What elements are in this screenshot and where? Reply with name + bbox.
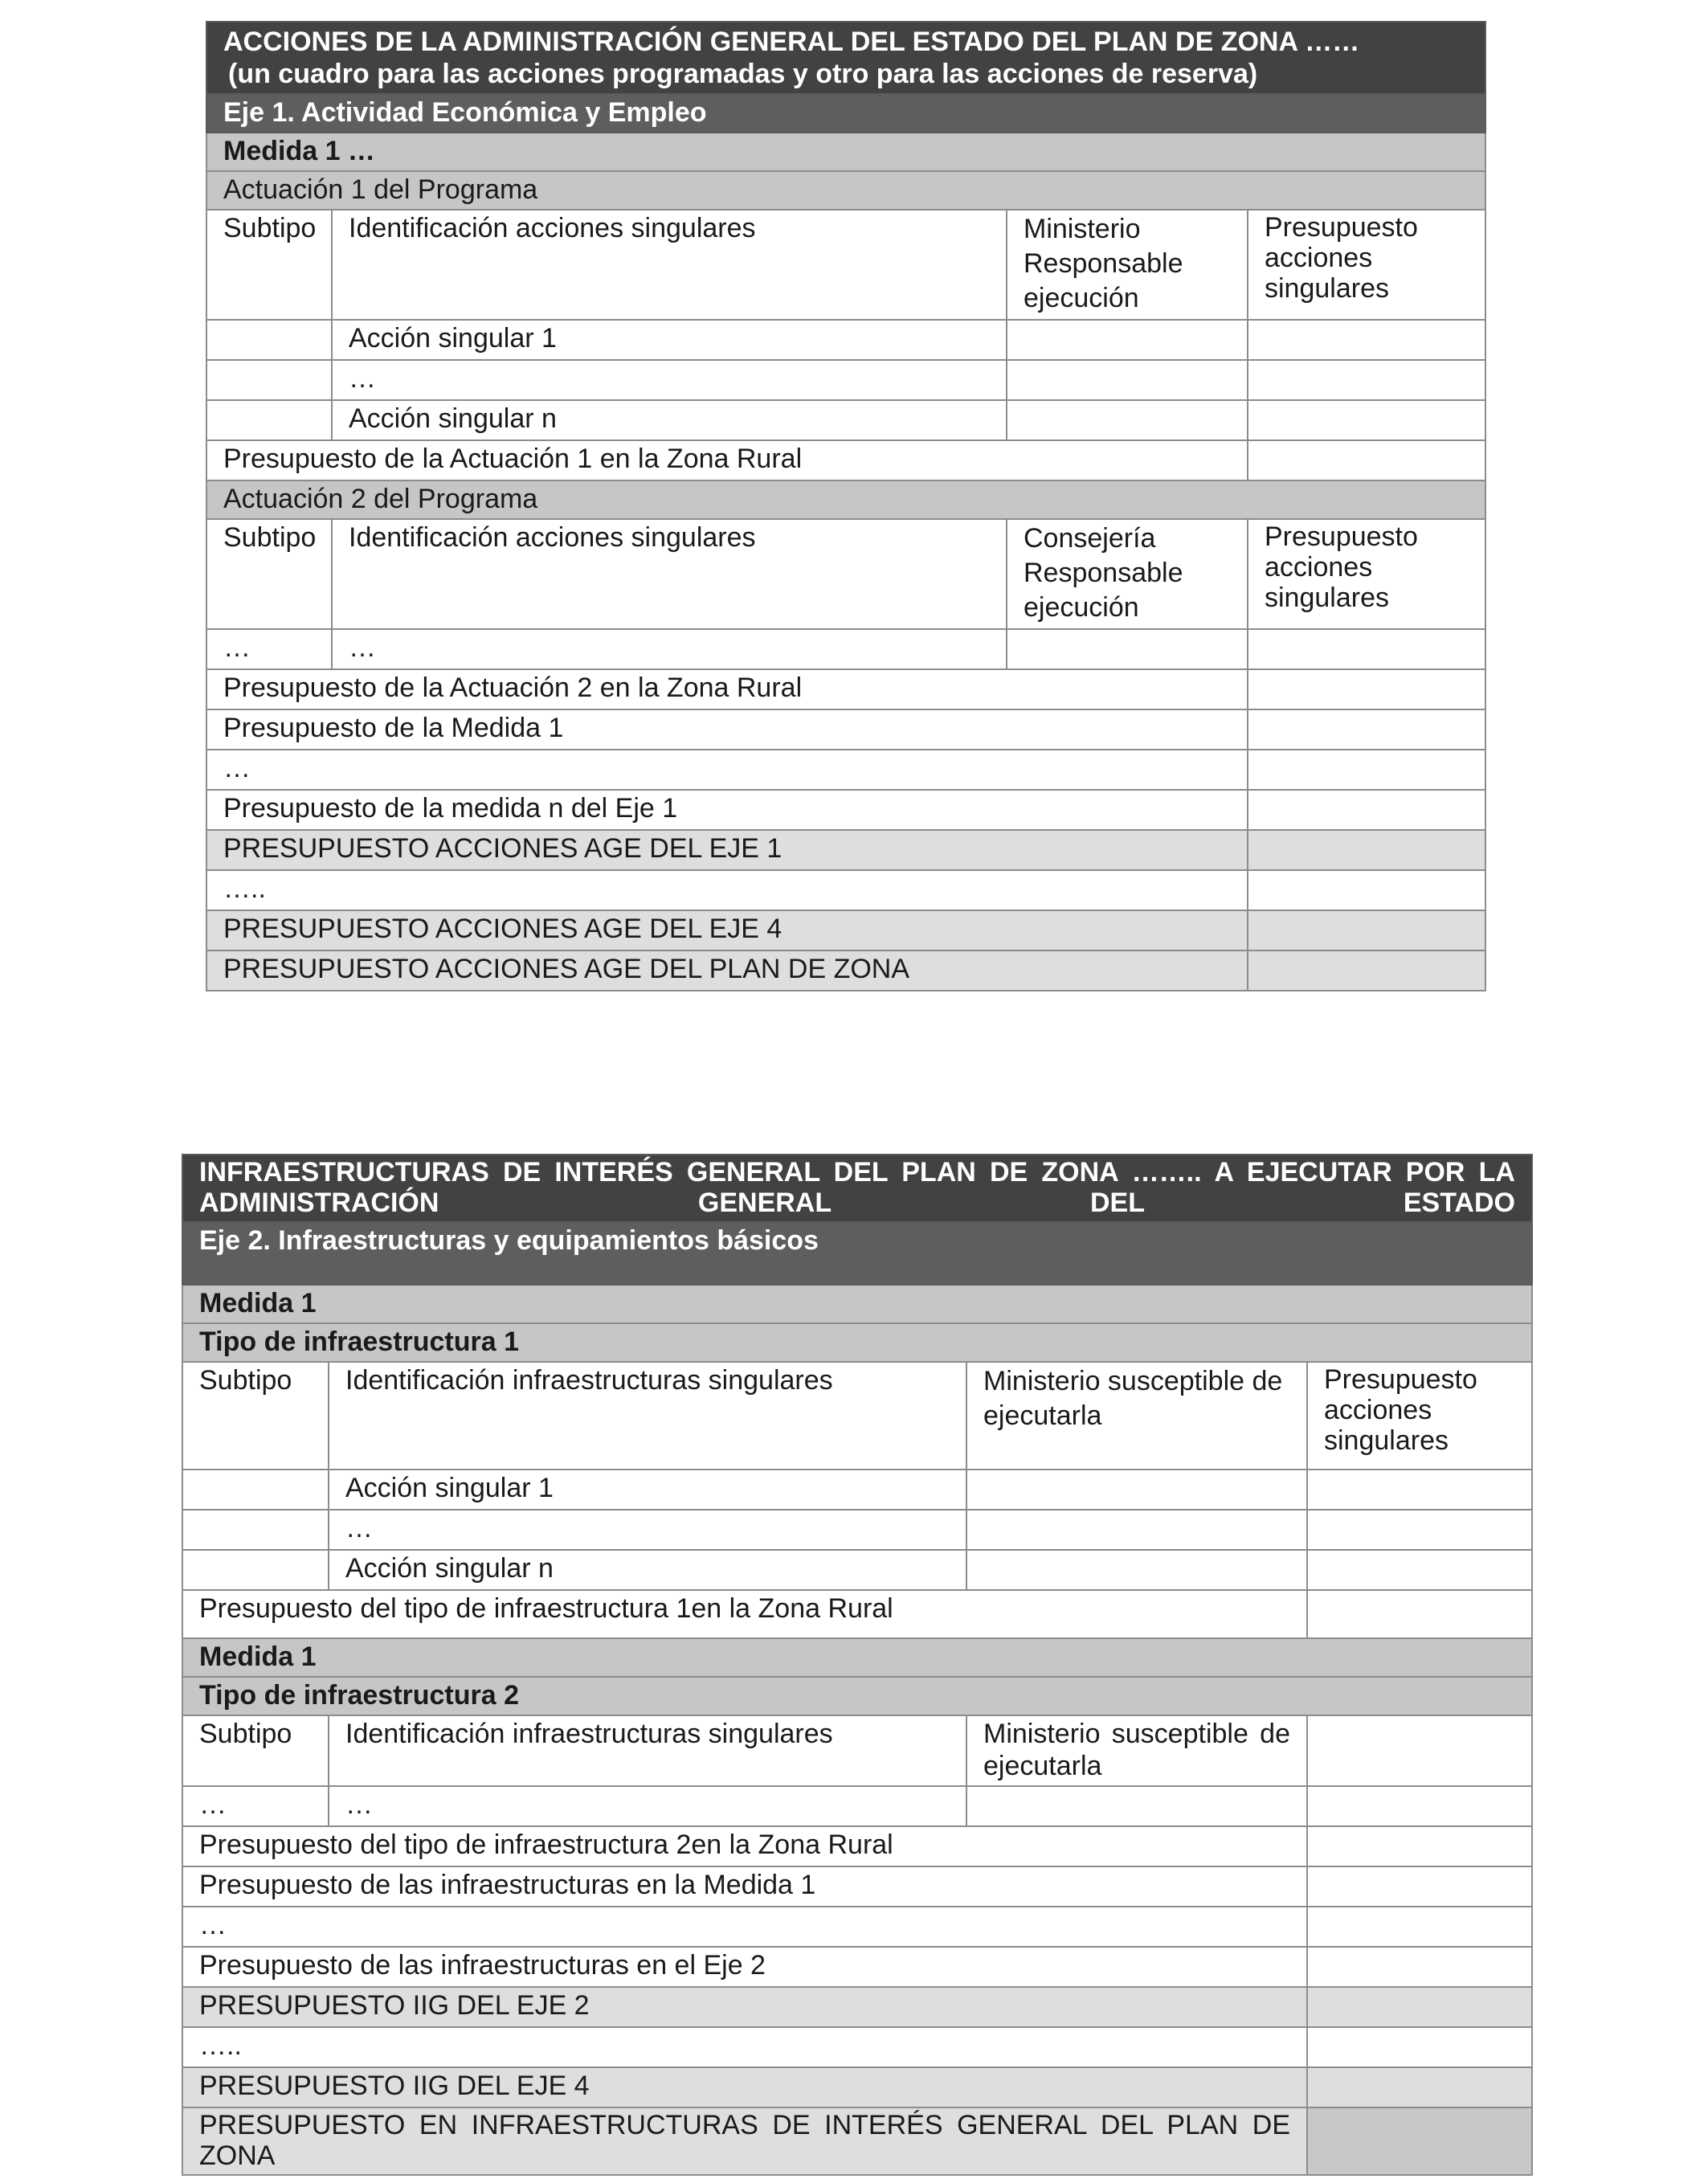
summary-value: [1307, 1987, 1532, 2027]
action-responsable: [966, 1510, 1307, 1550]
table1-actuacion2: Actuación 2 del Programa: [206, 480, 1485, 519]
table1-summary-group: [206, 669, 1485, 991]
summary-row: [206, 950, 1485, 991]
action-presupuesto: [1248, 360, 1485, 400]
t2-ellipsis-presupuesto: [1307, 1786, 1532, 1826]
action-presupuesto: [1248, 320, 1485, 360]
table2-tipo1: Tipo de infraestructura 1: [182, 1323, 1532, 1362]
summary-row: [182, 1947, 1532, 1987]
summary-row: [182, 1987, 1532, 2027]
summary-value: [1248, 669, 1485, 709]
summary-value: [1248, 790, 1485, 830]
summary-label: PRESUPUESTO ACCIONES AGE DEL EJE 1: [206, 830, 1248, 870]
summary-value: [1307, 1907, 1532, 1947]
table1-title-line2: (un cuadro para las acciones programadas y otro para las acciones de reserva): [228, 59, 1258, 89]
header2-identificacion: Identificación acciones singulares: [332, 519, 1007, 629]
table1-medida: Medida 1 …: [206, 133, 1485, 171]
summary-label: Presupuesto de la Medida 1: [206, 709, 1248, 750]
table2-title: INFRAESTRUCTURAS DE INTERÉS GENERAL DEL PLAN DE ZONA …….. A EJECUTAR POR LA ADMINISTRACIÓN GENERAL DEL ESTADO: [182, 1155, 1532, 1222]
action-subtipo: [206, 400, 332, 440]
action-row: [206, 320, 1485, 360]
summary-row: [206, 790, 1485, 830]
action-row: [206, 360, 1485, 400]
summary-label: Presupuesto de la medida n del Eje 1: [206, 790, 1248, 830]
t2-ellipsis-ministerio: [966, 1786, 1307, 1826]
summary-label: …..: [206, 870, 1248, 910]
t2-header-presupuesto: Presupuesto acciones singulares: [1307, 1362, 1532, 1470]
t2-header2-subtipo: Subtipo: [182, 1715, 329, 1786]
ellipsis-responsable: [1007, 629, 1248, 669]
action-label: Acción singular n: [332, 400, 1007, 440]
summary-label: PRESUPUESTO IIG DEL EJE 2: [182, 1987, 1307, 2027]
action-label: …: [329, 1510, 966, 1550]
summary-row: [206, 709, 1485, 750]
table2-summary-group: [182, 1826, 1532, 2175]
summary-row: [182, 2067, 1532, 2107]
t2-header-subtipo: Subtipo: [182, 1362, 329, 1470]
header-presupuesto: Presupuesto acciones singulares: [1248, 210, 1485, 320]
ellipsis-presupuesto: [1248, 629, 1485, 669]
table1-presupuesto-actuacion1-value: [1248, 440, 1485, 480]
summary-label: …: [182, 1907, 1307, 1947]
header-subtipo: Subtipo: [206, 210, 332, 320]
action-subtipo: [206, 320, 332, 360]
action-subtipo: [182, 1510, 329, 1550]
header2-presupuesto: Presupuesto acciones singulares: [1248, 519, 1485, 629]
table1-title: [206, 22, 1485, 94]
action-label: Acción singular 1: [329, 1470, 966, 1510]
summary-label: Presupuesto de la Actuación 2 en la Zona Rural: [206, 669, 1248, 709]
action-presupuesto: [1248, 400, 1485, 440]
action-responsable: [1007, 360, 1248, 400]
age-actions-table: [206, 21, 1486, 991]
summary-value: [1307, 1947, 1532, 1987]
summary-row: [182, 1907, 1532, 1947]
ellipsis-subtipo: …: [206, 629, 332, 669]
summary-row: [182, 1826, 1532, 1866]
summary-label: PRESUPUESTO ACCIONES AGE DEL PLAN DE ZONA: [206, 950, 1248, 991]
action-presupuesto: [1307, 1470, 1532, 1510]
summary-label: Presupuesto del tipo de infraestructura 2en la Zona Rural: [182, 1826, 1307, 1866]
table1-eje: Eje 1. Actividad Económica y Empleo: [206, 94, 1485, 133]
header-responsable: Ministerio Responsable ejecución: [1007, 210, 1248, 320]
t2-header-identificacion: Identificación infraestructuras singulares: [329, 1362, 966, 1470]
table2-medida-b: Medida 1: [182, 1638, 1532, 1677]
summary-row: [206, 669, 1485, 709]
t2-header2-presupuesto: [1307, 1715, 1532, 1786]
action-label: Acción singular 1: [332, 320, 1007, 360]
action-row: [206, 400, 1485, 440]
summary-value: [1307, 2107, 1532, 2175]
summary-row: [206, 870, 1485, 910]
summary-value: [1248, 830, 1485, 870]
iig-infrastructure-table: [182, 1154, 1533, 2176]
t2-ellipsis-identificacion: …: [329, 1786, 966, 1826]
table2-eje: Eje 2. Infraestructuras y equipamientos básicos: [182, 1222, 1532, 1285]
action-row: [182, 1510, 1532, 1550]
summary-value: [1307, 2027, 1532, 2067]
ellipsis-identificacion: …: [332, 629, 1007, 669]
summary-row: [182, 2027, 1532, 2067]
action-subtipo: [182, 1470, 329, 1510]
summary-value: [1248, 910, 1485, 950]
summary-value: [1248, 950, 1485, 991]
table2-actions-group-1: [182, 1470, 1532, 1590]
table1-presupuesto-actuacion1: Presupuesto de la Actuación 1 en la Zona Rural: [206, 440, 1248, 480]
summary-label: Presupuesto de las infraestructuras en la Medida 1: [182, 1866, 1307, 1907]
action-row: [182, 1470, 1532, 1510]
t2-header2-identificacion: Identificación infraestructuras singulares: [329, 1715, 966, 1786]
action-presupuesto: [1307, 1510, 1532, 1550]
summary-label: PRESUPUESTO IIG DEL EJE 4: [182, 2067, 1307, 2107]
action-presupuesto: [1307, 1550, 1532, 1590]
t2-ellipsis-subtipo: …: [182, 1786, 329, 1826]
action-label: …: [332, 360, 1007, 400]
action-row: [182, 1550, 1532, 1590]
action-responsable: [1007, 320, 1248, 360]
summary-label: PRESUPUESTO ACCIONES AGE DEL EJE 4: [206, 910, 1248, 950]
summary-label: …..: [182, 2027, 1307, 2067]
summary-value: [1307, 1826, 1532, 1866]
summary-row: [182, 2107, 1532, 2175]
action-responsable: [966, 1550, 1307, 1590]
table2-presupuesto-tipo1: Presupuesto del tipo de infraestructura 1en la Zona Rural: [182, 1590, 1307, 1638]
t2-header2-ministerio: Ministerio susceptible de ejecutarla: [966, 1715, 1307, 1786]
table1-title-line1: ACCIONES DE LA ADMINISTRACIÓN GENERAL DEL ESTADO DEL PLAN DE ZONA ……: [223, 27, 1360, 57]
table1-actuacion1: Actuación 1 del Programa: [206, 171, 1485, 210]
table2-presupuesto-tipo1-value: [1307, 1590, 1532, 1638]
summary-row: [206, 830, 1485, 870]
header2-responsable: Consejería Responsable ejecución: [1007, 519, 1248, 629]
t2-header-ministerio: Ministerio susceptible de ejecutarla: [966, 1362, 1307, 1470]
table1-actions-group-1: [206, 320, 1485, 440]
header2-subtipo: Subtipo: [206, 519, 332, 629]
summary-value: [1248, 709, 1485, 750]
table2-tipo2: Tipo de infraestructura 2: [182, 1677, 1532, 1715]
header-identificacion: Identificación acciones singulares: [332, 210, 1007, 320]
action-subtipo: [206, 360, 332, 400]
summary-value: [1248, 750, 1485, 790]
action-responsable: [1007, 400, 1248, 440]
action-responsable: [966, 1470, 1307, 1510]
summary-label: Presupuesto de las infraestructuras en el Eje 2: [182, 1947, 1307, 1987]
summary-row: [182, 1866, 1532, 1907]
summary-label: …: [206, 750, 1248, 790]
summary-row: [206, 910, 1485, 950]
summary-value: [1248, 870, 1485, 910]
action-subtipo: [182, 1550, 329, 1590]
table2-medida-a: Medida 1: [182, 1285, 1532, 1323]
summary-value: [1307, 1866, 1532, 1907]
summary-label: PRESUPUESTO EN INFRAESTRUCTURAS DE INTERÉS GENERAL DEL PLAN DE ZONA: [182, 2107, 1307, 2175]
action-label: Acción singular n: [329, 1550, 966, 1590]
summary-row: [206, 750, 1485, 790]
summary-value: [1307, 2067, 1532, 2107]
